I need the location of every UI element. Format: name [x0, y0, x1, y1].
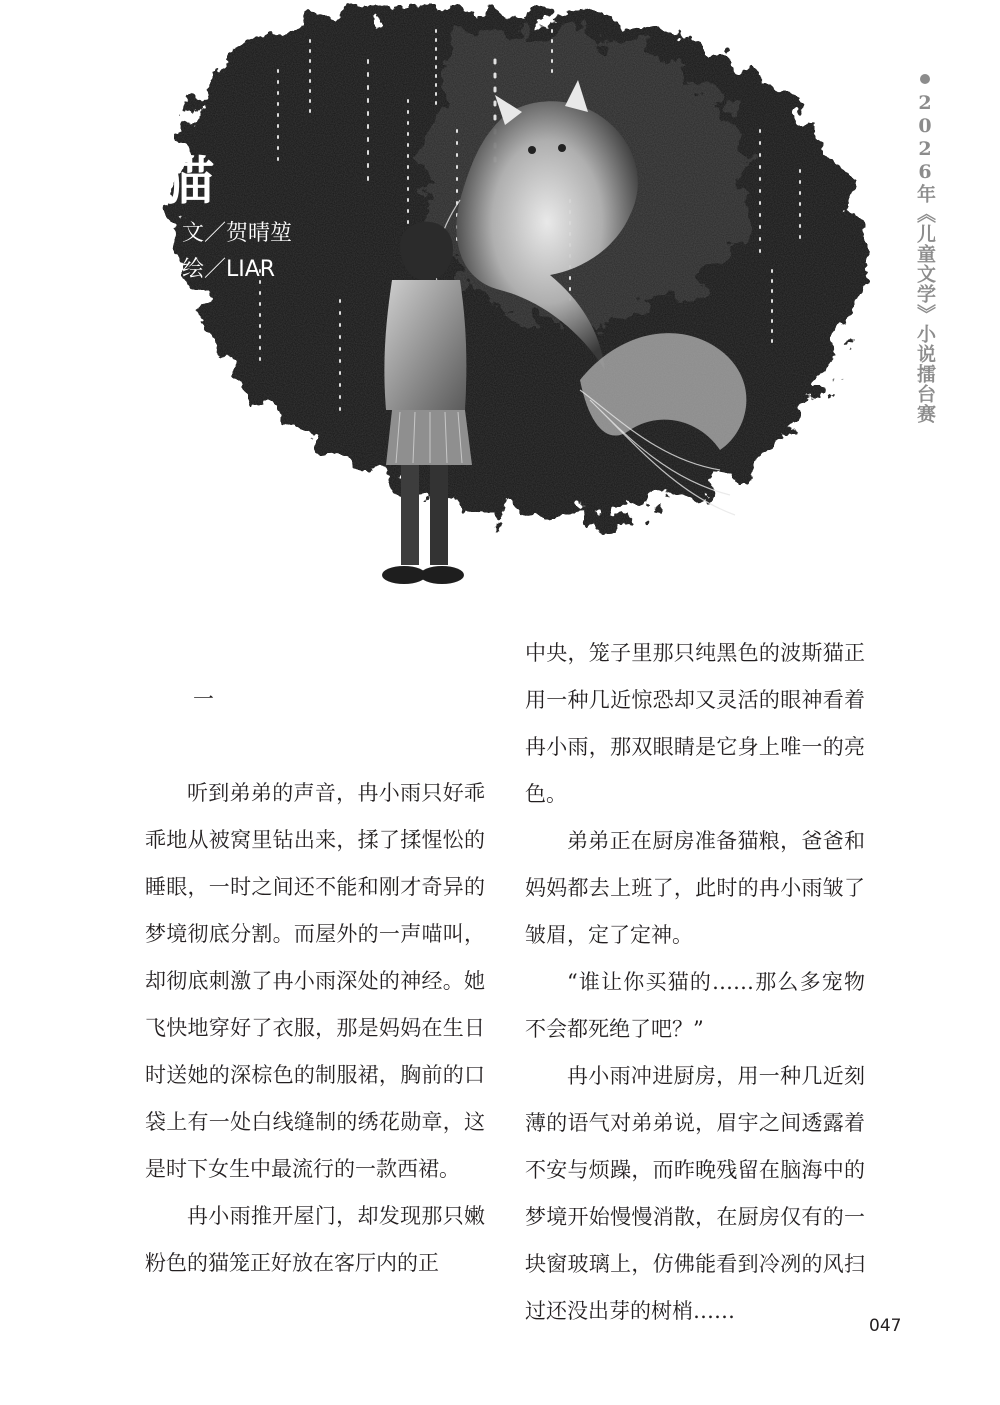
illustration — [160, 0, 900, 600]
illustrator-credit-text: 绘／LIAR — [182, 257, 276, 282]
right-text-column — [525, 630, 865, 1335]
bullet-icon — [162, 227, 176, 241]
series-label-text: 2026年《儿童文学》小说擂台赛 — [914, 92, 936, 424]
ink-illustration-svg — [160, 0, 900, 600]
body-paragraph: 听到弟弟的声音，冉小雨只好乖乖地从被窝里钻出来，揉了揉惺忪的睡眼，一时之间还不能和刚才奇异的梦境彻底分割。而屋外的一声喵叫，却彻底刺激了冉小雨深处的神经。她飞快地穿好了衣服，那是妈妈在生日时送她的深棕色的制服裙，胸前的口袋上有一处白线缝制的绣花勋章，这是时下女生中最流行的一款西裙。 — [145, 781, 485, 1181]
body-paragraph: 冉小雨推开屋门，却发现那只嫩粉色的猫笼正好放在客厅内的正 — [145, 1204, 485, 1275]
title-block — [162, 150, 322, 286]
author-credit — [162, 218, 322, 250]
body-paragraph: “谁让你买猫的……那么多宠物不会都死绝了吧？” — [525, 970, 865, 1041]
section-number: 一 — [193, 687, 214, 711]
body-paragraph-continuation: 中央，笼子里那只纯黑色的波斯猫正用一种几近惊恐却又灵活的眼神看着冉小雨，那双眼睛是它身上唯一的亮色。 — [525, 641, 865, 806]
author-credit-text: 文／贺晴堃 — [182, 221, 293, 246]
body-paragraph: 冉小雨冲进厨房，用一种几近刻薄的语气对弟弟说，眉宇之间透露着不安与烦躁，而昨晚残留在脑海中的梦境开始慢慢消散，在厨房仅有的一块窗玻璃上，仿佛能看到冷冽的风扫过还没出芽的树梢…… — [525, 1064, 865, 1323]
left-text-column — [145, 676, 485, 1287]
bullet-icon — [920, 74, 930, 84]
body-paragraph: 弟弟正在厨房准备猫粮，爸爸和妈妈都去上班了，此时的冉小雨皱了皱眉，定了定神。 — [525, 829, 865, 947]
bullet-icon — [162, 263, 176, 277]
page-number: 047 — [869, 1316, 902, 1336]
illustrator-credit — [162, 254, 322, 286]
series-label — [905, 74, 945, 424]
article-title: 猫 — [162, 152, 215, 212]
